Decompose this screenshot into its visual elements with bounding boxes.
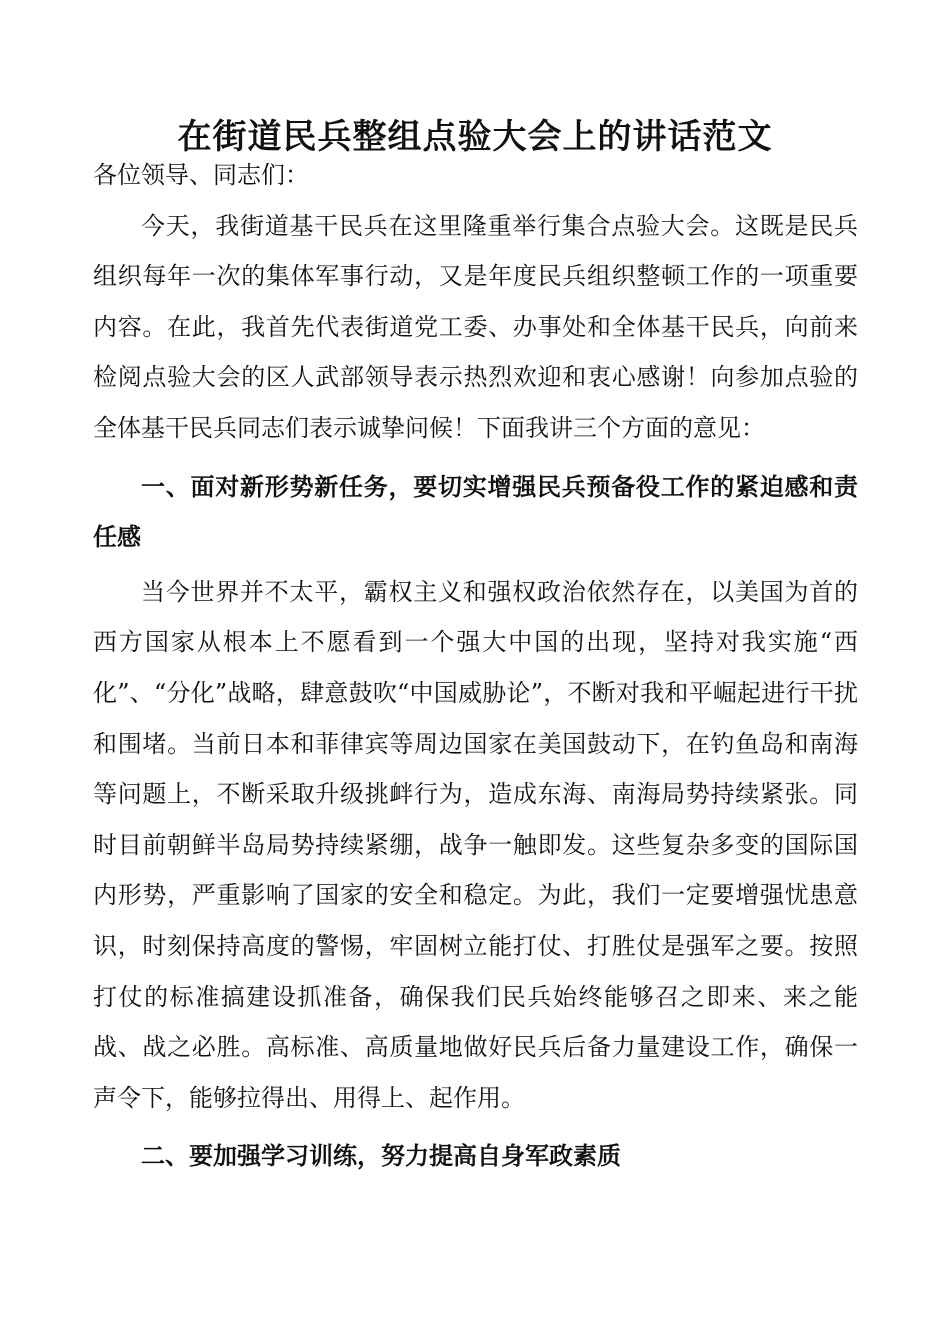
section-heading-1: 一、面对新形势新任务，要切实增强民兵预备役工作的紧迫感和责任感 xyxy=(93,472,858,552)
document-title: 在街道民兵整组点验大会上的讲话范文 xyxy=(177,117,773,157)
document-body xyxy=(93,150,858,1182)
paragraph-intro: 今天，我街道基干民兵在这里隆重举行集合点验大会。这既是民兵组织每年一次的集体军事行动，又是年度民兵组织整顿工作的一项重要内容。在此，我首先代表街道党工委、办事处和全体基干民兵，向前来检阅点验大会的区人武部领导表示热烈欢迎和衷心感谢！向参加点验的全体基干民兵同志们表示诚挚问候！下面我讲三个方面的意见： xyxy=(93,211,858,442)
paragraph-situation: 当今世界并不太平，霸权主义和强权政治依然存在，以美国为首的西方国家从根本上不愿看到一个强大中国的出现，坚持对我实施“西化”、“分化”战略，肆意鼓吹“中国威胁论”，不断对我和平崛起进行干扰和围堵。当前日本和菲律宾等周边国家在美国鼓动下，在钓鱼岛和南海等问题上，不断采取升级挑衅行为，造成东海、南海局势持续紧张。同时目前朝鲜半岛局势持续紧绷，战争一触即发。这些复杂多变的国际国内形势，严重影响了国家的安全和稳定。为此，我们一定要增强忧患意识，时刻保持高度的警惕，牢固树立能打仗、打胜仗是强军之要。按照打仗的标准搞建设抓准备，确保我们民兵始终能够召之即来、来之能战、战之必胜。高标准、高质量地做好民兵后备力量建设工作，确保一声令下，能够拉得出、用得上、起作用。 xyxy=(93,577,858,1112)
salutation: 各位领导、同志们： xyxy=(93,161,309,189)
section-heading-2: 二、要加强学习训练，努力提高自身军政素质 xyxy=(141,1142,621,1171)
